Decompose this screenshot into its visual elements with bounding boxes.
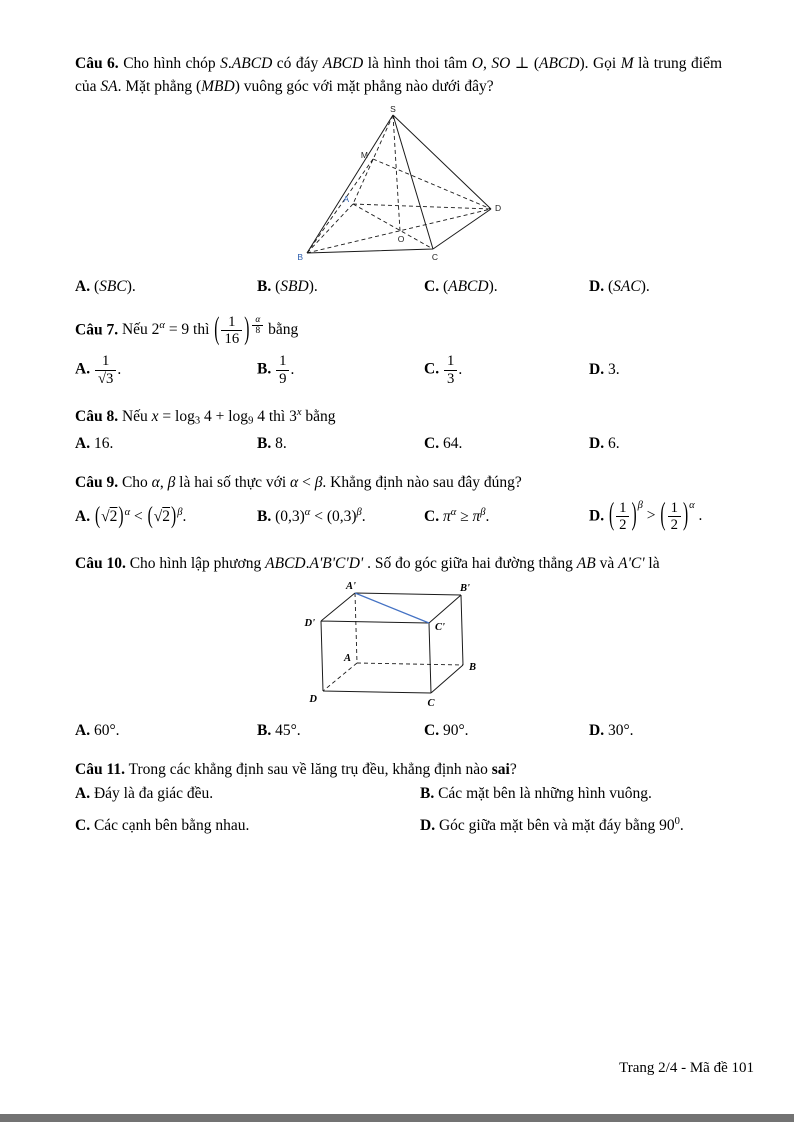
question-9-text — [75, 471, 722, 494]
option-text: Các cạnh bên bằng nhau. — [93, 817, 250, 835]
option-letter: D. — [589, 277, 605, 295]
option-letter: B. — [420, 785, 435, 803]
question-6-number: Câu 6. — [75, 55, 119, 72]
option-text: 3. — [607, 361, 620, 379]
option-letter: B. — [257, 277, 272, 295]
option-letter: A. — [75, 785, 91, 803]
pyramid-svg — [293, 103, 505, 267]
cube-label-a-prime: A' — [346, 581, 356, 593]
option-letter: D. — [589, 434, 605, 452]
question-11-text — [75, 758, 722, 781]
question-11-option-c — [75, 817, 420, 835]
question-10-options — [75, 722, 722, 740]
pyramid-label-m: M — [360, 149, 368, 160]
question-6-options — [75, 278, 722, 296]
option-text: (ABCD). — [442, 277, 498, 295]
cube-label-c: C — [427, 698, 435, 710]
cube-svg — [301, 579, 496, 711]
question-6-option-c — [424, 278, 589, 296]
question-7-body: Nếu $2^\alpha = 9$ thì ( $\frac{1}{16}$ ) $\frac{\alpha}{8}$ bằng — [121, 311, 299, 347]
option-letter: B. — [257, 361, 272, 379]
option-letter: B. — [257, 507, 272, 525]
option-text: $(√2)^\alpha < (√2)^\beta$. — [94, 502, 187, 530]
question-10-body: Cho hình lập phương ABCD.A'B'C'D' . Số đo góc giữa hai đường thẳng AB và A'C' là — [129, 554, 660, 572]
question-6-body: Cho hình chóp S.ABCD có đáy ABCD là hình thoi tâm O, SO ⊥ (ABCD). Gọi M là trung điểm của SA. Mặt phẳng (MBD) vuông góc với mặt phẳng nào dưới đây? — [75, 55, 722, 96]
option-text: 64. — [442, 434, 463, 452]
option-letter: D. — [589, 507, 605, 525]
question-9-option-d — [589, 500, 722, 534]
question-7-options — [75, 353, 722, 387]
option-text: 8. — [275, 434, 287, 452]
option-text: $(0,3)^\alpha < (0,3)^\beta$. — [275, 507, 366, 525]
question-10-option-d — [589, 722, 722, 740]
question-7-number: Câu 7. — [75, 321, 119, 339]
cube-label-b: B — [469, 662, 477, 674]
question-8-option-b — [257, 435, 424, 453]
cube-label-c-prime: C' — [435, 622, 445, 634]
option-text: 90°. — [442, 722, 469, 740]
question-8-options — [75, 435, 722, 453]
question-11-option-b — [420, 785, 722, 803]
cube-label-d-prime: D' — [304, 618, 315, 630]
question-8-text — [75, 405, 722, 428]
question-11-option-d — [420, 817, 722, 835]
option-text: Đáy là đa giác đều. — [93, 785, 214, 803]
option-text: ( $\frac{1}{2}$ )$^\beta$ > ( $\frac{1}{2}$ )$^\alpha$ . — [608, 498, 703, 534]
option-text: 60°. — [93, 722, 120, 740]
question-10-text — [75, 552, 722, 575]
question-7-option-d — [589, 361, 722, 379]
option-letter: A. — [75, 277, 91, 295]
option-text: $\frac{1}{√3}$ . — [94, 361, 121, 378]
option-text: (SBD). — [275, 277, 318, 295]
pyramid-label-d: D — [494, 202, 501, 213]
question-9-option-c — [424, 508, 589, 526]
question-11 — [75, 758, 722, 835]
question-8-body: Nếu $x = \log_3 4 + \log_9 4$ thì 3$^x$ bằng — [121, 407, 336, 428]
question-10 — [75, 552, 722, 740]
option-text: $\frac{1}{3}$ . — [443, 361, 462, 378]
pyramid-label-s: S — [389, 103, 396, 114]
option-text: 45°. — [275, 722, 301, 740]
option-letter: D. — [589, 361, 605, 379]
option-letter: C. — [424, 434, 440, 452]
question-10-number: Câu 10. — [75, 554, 126, 572]
cube-label-d: D — [309, 694, 317, 706]
question-6-option-d — [589, 278, 722, 296]
pyramid-label-c: C — [431, 251, 438, 262]
question-10-option-a — [75, 722, 257, 740]
question-9-option-a — [75, 502, 257, 530]
option-letter: C. — [424, 507, 440, 525]
page-footer: Trang 2/4 - Mã đề 101 — [619, 1060, 754, 1076]
pyramid-figure — [75, 103, 722, 272]
option-letter: B. — [257, 434, 272, 452]
option-letter: A. — [75, 507, 91, 525]
question-6-option-b — [257, 278, 424, 296]
option-text: (SBC). — [93, 277, 136, 295]
question-11-option-a — [75, 785, 420, 803]
option-letter: C. — [424, 361, 440, 379]
pyramid-label-b: B — [296, 251, 303, 262]
question-8-option-c — [424, 435, 589, 453]
option-letter: A. — [75, 434, 91, 452]
option-letter: A. — [75, 722, 91, 740]
option-text: $\pi^\alpha \ge \pi^\beta$. — [442, 507, 490, 525]
question-8-number: Câu 8. — [75, 408, 119, 426]
cube-labels — [304, 581, 477, 709]
question-11-options — [75, 785, 722, 835]
option-letter: D. — [589, 722, 605, 740]
pyramid-labels — [297, 104, 501, 262]
question-6 — [75, 52, 722, 296]
question-11-body: Trong các khẳng định sau về lăng trụ đều, khẳng định nào sai? — [128, 761, 517, 779]
question-11-number: Câu 11. — [75, 761, 125, 779]
question-6-text — [75, 52, 722, 99]
option-letter: C. — [424, 277, 440, 295]
option-text: 30°. — [607, 722, 634, 740]
question-9-option-b — [257, 508, 424, 526]
option-letter: A. — [75, 361, 91, 379]
option-text: 6. — [607, 434, 620, 452]
option-text: Các mặt bên là những hình vuông. — [438, 785, 652, 803]
option-text: $\frac{1}{9}$ . — [275, 361, 294, 378]
option-text: 16. — [93, 434, 114, 452]
cube-label-b-prime: B' — [460, 583, 470, 595]
question-10-option-b — [257, 722, 424, 740]
cube-dashed-edges — [323, 593, 463, 691]
question-7-option-a — [75, 353, 257, 387]
question-9-number: Câu 9. — [75, 473, 119, 491]
cube-figure — [75, 579, 722, 716]
question-7-option-b — [257, 353, 424, 387]
option-letter: C. — [75, 817, 91, 835]
pyramid-label-o: O — [397, 233, 404, 244]
question-10-option-c — [424, 722, 589, 740]
pyramid-label-a: A — [342, 193, 349, 204]
option-letter: C. — [424, 722, 440, 740]
cube-label-a: A — [343, 653, 351, 665]
question-8-option-a — [75, 435, 257, 453]
question-8 — [75, 405, 722, 452]
option-letter: B. — [257, 722, 272, 740]
pyramid-solid-edges — [307, 115, 491, 253]
question-9 — [75, 471, 722, 534]
question-9-options — [75, 500, 722, 534]
option-text: Góc giữa mặt bên và mặt đáy bằng $90^0$. — [438, 816, 684, 835]
question-9-body: Cho α, β là hai số thực với α < β. Khẳng định nào sau đây đúng? — [121, 473, 522, 491]
question-8-option-d — [589, 435, 722, 453]
option-text: (SAC). — [607, 277, 650, 295]
option-letter: D. — [420, 817, 436, 835]
cube-diagonal-apcp — [355, 593, 429, 623]
question-7-option-c — [424, 353, 589, 387]
question-7 — [75, 311, 722, 388]
page-bottom-edge — [0, 1114, 794, 1122]
question-6-option-a — [75, 278, 257, 296]
question-7-text — [75, 311, 722, 348]
